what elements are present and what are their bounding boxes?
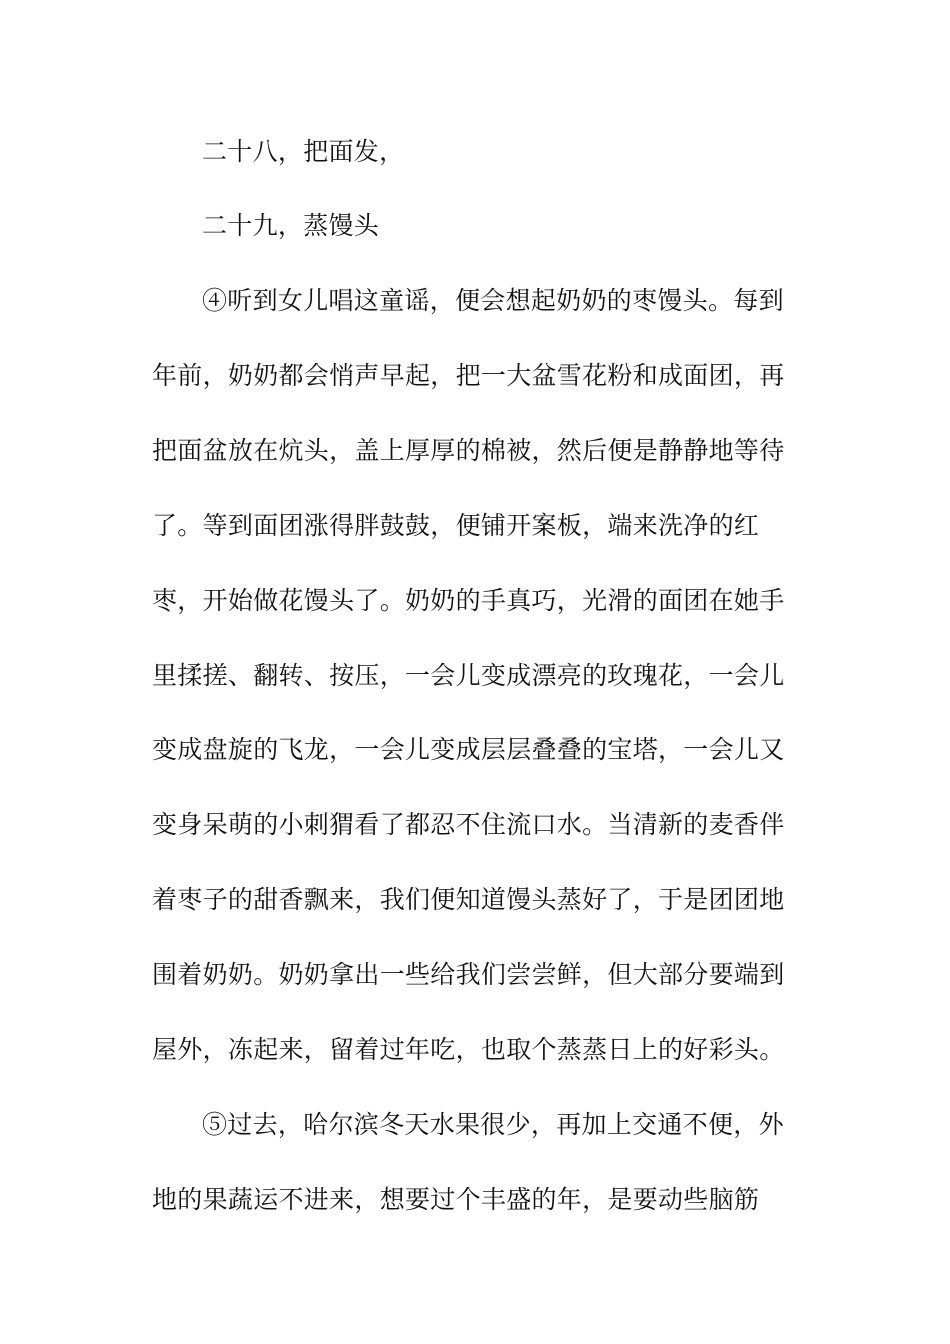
text-line-3: ④听到女儿唱这童谣，便会想起奶奶的枣馒头。每到 [202,286,784,315]
text-line-7: 枣，开始做花馒头了。奶奶的手真巧，光滑的面团在她手 [152,586,785,615]
text-line-11: 着枣子的甜香飘来，我们便知道馒头蒸好了，于是团团地 [152,885,785,914]
text-line-8: 里揉搓、翻转、按压，一会儿变成漂亮的玫瑰花，一会儿 [152,661,785,690]
text-line-5: 把面盆放在炕头，盖上厚厚的棉被，然后便是静静地等待 [152,436,785,465]
text-line-13: 屋外，冻起来，留着过年吃，也取个蒸蒸日上的好彩头。 [152,1035,785,1064]
text-line-1: 二十八，把面发， [202,137,405,166]
text-line-6: 了。等到面团涨得胖鼓鼓，便铺开案板，端来洗净的红 [152,511,760,540]
text-line-4: 年前，奶奶都会悄声早起，把一大盆雪花粉和成面团，再 [152,361,785,390]
text-line-10: 变身呆萌的小刺猬看了都忍不住流口水。当清新的麦香伴 [152,810,785,839]
text-line-14: ⑤过去，哈尔滨冬天水果很少，再加上交通不便，外 [202,1110,784,1139]
text-line-12: 围着奶奶。奶奶拿出一些给我们尝尝鲜，但大部分要端到 [152,960,785,989]
text-line-15: 地的果蔬运不进来，想要过个丰盛的年，是要动些脑筋 [152,1185,760,1214]
text-line-9: 变成盘旋的飞龙，一会儿变成层层叠叠的宝塔，一会儿又 [152,735,785,764]
text-line-2: 二十九，蒸馒头 [202,211,380,240]
